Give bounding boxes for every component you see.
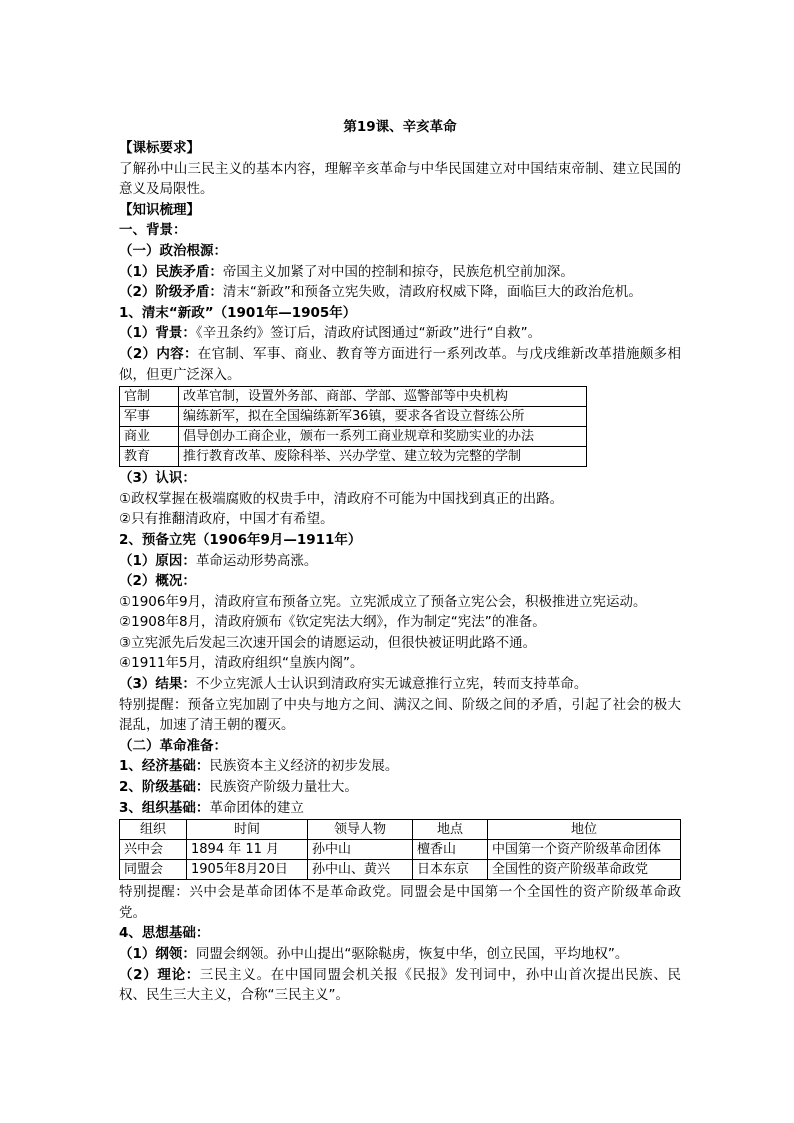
text: 同盟会纲领。孙中山提出“驱除鞑虏，恢复中华，创立民国，平均地权”。 (195, 946, 629, 962)
label: 1、经济基础： (119, 758, 210, 775)
para-new-policies-content (119, 344, 681, 385)
heading-overview: （2）概况： (119, 573, 196, 590)
text: 《辛丑条约》签订后，清政府试图通过“新政”进行“自救”。 (195, 325, 542, 342)
overview-2: ②1908年8月，清政府颁布《钦定宪法大纲》，作为制定“宪法”的准备。 (119, 614, 546, 631)
special-reminder-1: 特别提醒：预备立宪加剧了中央与地方之间、满汉之间、阶级之间的矛盾，引起了社会的极大混乱，加速了清王朝的覆灭。 (119, 696, 681, 734)
table-header-cell: 领导人物 (308, 820, 413, 840)
table-cell: 檀香山 (413, 840, 488, 860)
table-row (120, 447, 587, 467)
table-cell: 1905年8月20日 (187, 860, 308, 880)
table-cell: 中国第一个资产阶级革命团体 (488, 840, 681, 860)
text: 在官制、军事、商业、教育等方面进行一系列改革。与戊戌维新改革措施颇多相似，但更广泛深入。 (119, 345, 682, 383)
table-cell: 教育 (120, 447, 179, 467)
overview-4: ④1911年5月，清政府组织“皇族内阁”。 (119, 655, 364, 672)
table-header-cell: 时间 (187, 820, 308, 840)
table-cell: 倡导创办工商企业，颁布一系列工商业规章和奖励实业的办法 (179, 427, 587, 447)
table-cell: 商业 (120, 427, 179, 447)
table-cell: 推行教育改革、废除科举、兴办学堂、建立较为完整的学制 (179, 447, 587, 467)
heading-new-policies: 1、清末“新政”（1901年—1905年） (119, 304, 357, 321)
label: （2）理论： (119, 966, 200, 983)
para-class-contradiction (119, 282, 681, 303)
label: 3、组织基础： (119, 799, 210, 816)
heading-ideological-basis: 4、思想基础： (119, 925, 210, 942)
table-cell: 军事 (120, 407, 179, 427)
table-row (120, 407, 587, 427)
overview-3: ③立宪派先后发起三次速开国会的请愿运动，但很快被证明此路不通。 (119, 634, 537, 651)
heading-understanding: （3）认识： (119, 470, 196, 487)
table-cell: 孙中山 (308, 840, 413, 860)
section-knowledge-review: 【知识梳理】 (119, 201, 200, 218)
table-header-cell: 地点 (413, 820, 488, 840)
special-reminder-2: 特别提醒：兴中会是革命团体不是革命政党。同盟会是中国第一个全国性的资产阶级革命政党。 (119, 884, 681, 921)
table-cell: 官制 (120, 387, 179, 407)
table-cell: 改革官制，设置外务部、商部、学部、巡警部等中央机构 (179, 387, 587, 407)
understanding-1: ①政权掌握在极端腐败的权贵手中，清政府不可能为中国找到真正的出路。 (119, 490, 564, 507)
table-cell: 全国性的资产阶级革命政党 (488, 860, 681, 880)
document-page (119, 116, 681, 1006)
heading-revolution-prep: （二）革命准备： (119, 737, 227, 754)
para-national-contradiction (119, 262, 681, 283)
text: 革命运动形势高涨。 (195, 552, 318, 569)
para-organization-basis (119, 798, 681, 819)
table-cell: 兴中会 (120, 840, 187, 860)
table-row (120, 387, 587, 407)
text: 革命团体的建立 (209, 799, 304, 816)
heading-constitutional-prep: 2、预备立宪（1906年9月—1911年） (119, 531, 362, 548)
label: （1）原因： (119, 552, 196, 569)
overview-1: ①1906年9月，清政府宣布预备立宪。立宪派成立了预备立宪公会，积极推进立宪运动。 (119, 593, 647, 610)
text: 不少立宪派人士认识到清政府实无诚意推行立宪，转而支持革命。 (195, 676, 588, 693)
para-new-policies-background (119, 323, 681, 344)
organization-table (119, 819, 681, 880)
label: （3）结果： (119, 676, 196, 693)
text: 三民主义。在中国同盟会机关报《民报》发刊词中，孙中山首次提出民族、民权、民生三大主义，合称“三民主义”。 (119, 966, 682, 1004)
table-cell: 编练新军，拟在全国编练新军36镇，要求各省设立督练公所 (179, 407, 587, 427)
para-program (119, 944, 681, 965)
table-row (120, 860, 681, 880)
heading-background: 一、背景： (119, 222, 187, 239)
label: （1）背景： (119, 325, 196, 342)
text: 民族资产阶级力量壮大。 (209, 779, 358, 796)
reform-table (119, 386, 587, 467)
understanding-2: ②只有推翻清政府，中国才有希望。 (119, 511, 334, 528)
table-row (120, 427, 587, 447)
para-economic-basis (119, 756, 681, 777)
text: 清末“新政”和预备立宪失败，清政府权威下降，面临巨大的政治危机。 (222, 284, 642, 301)
table-header-cell: 组织 (120, 820, 187, 840)
para-result (119, 674, 681, 695)
label: （2）阶级矛盾： (119, 284, 223, 301)
table-cell: 孙中山、黄兴 (308, 860, 413, 880)
para-theory (119, 965, 681, 1006)
section-curriculum-requirements: 【课标要求】 (119, 140, 200, 156)
table-row (120, 840, 681, 860)
label: （2）内容： (119, 345, 198, 362)
label: （1）民族矛盾： (119, 263, 223, 280)
heading-political-roots: （一）政治根源： (119, 242, 227, 259)
text: 民族资本主义经济的初步发展。 (209, 758, 399, 775)
text: 帝国主义加紧了对中国的控制和掠夺，民族危机空前加深。 (222, 263, 574, 280)
label: （1）纲领： (119, 946, 196, 962)
table-cell: 1894 年 11 月 (187, 840, 308, 860)
table-header-row (120, 820, 681, 840)
table-cell: 同盟会 (120, 860, 187, 880)
para-reason (119, 551, 681, 572)
table-cell: 日本东京 (413, 860, 488, 880)
curriculum-requirements-text: 了解孙中山三民主义的基本内容，理解辛亥革命与中华民国建立对中国结束帝制、建立民国的意义及局限性。 (119, 160, 681, 198)
para-class-basis (119, 777, 681, 798)
label: 2、阶级基础： (119, 779, 210, 796)
lesson-title: 第19课、辛亥革命 (343, 119, 457, 135)
table-header-cell: 地位 (488, 820, 681, 840)
